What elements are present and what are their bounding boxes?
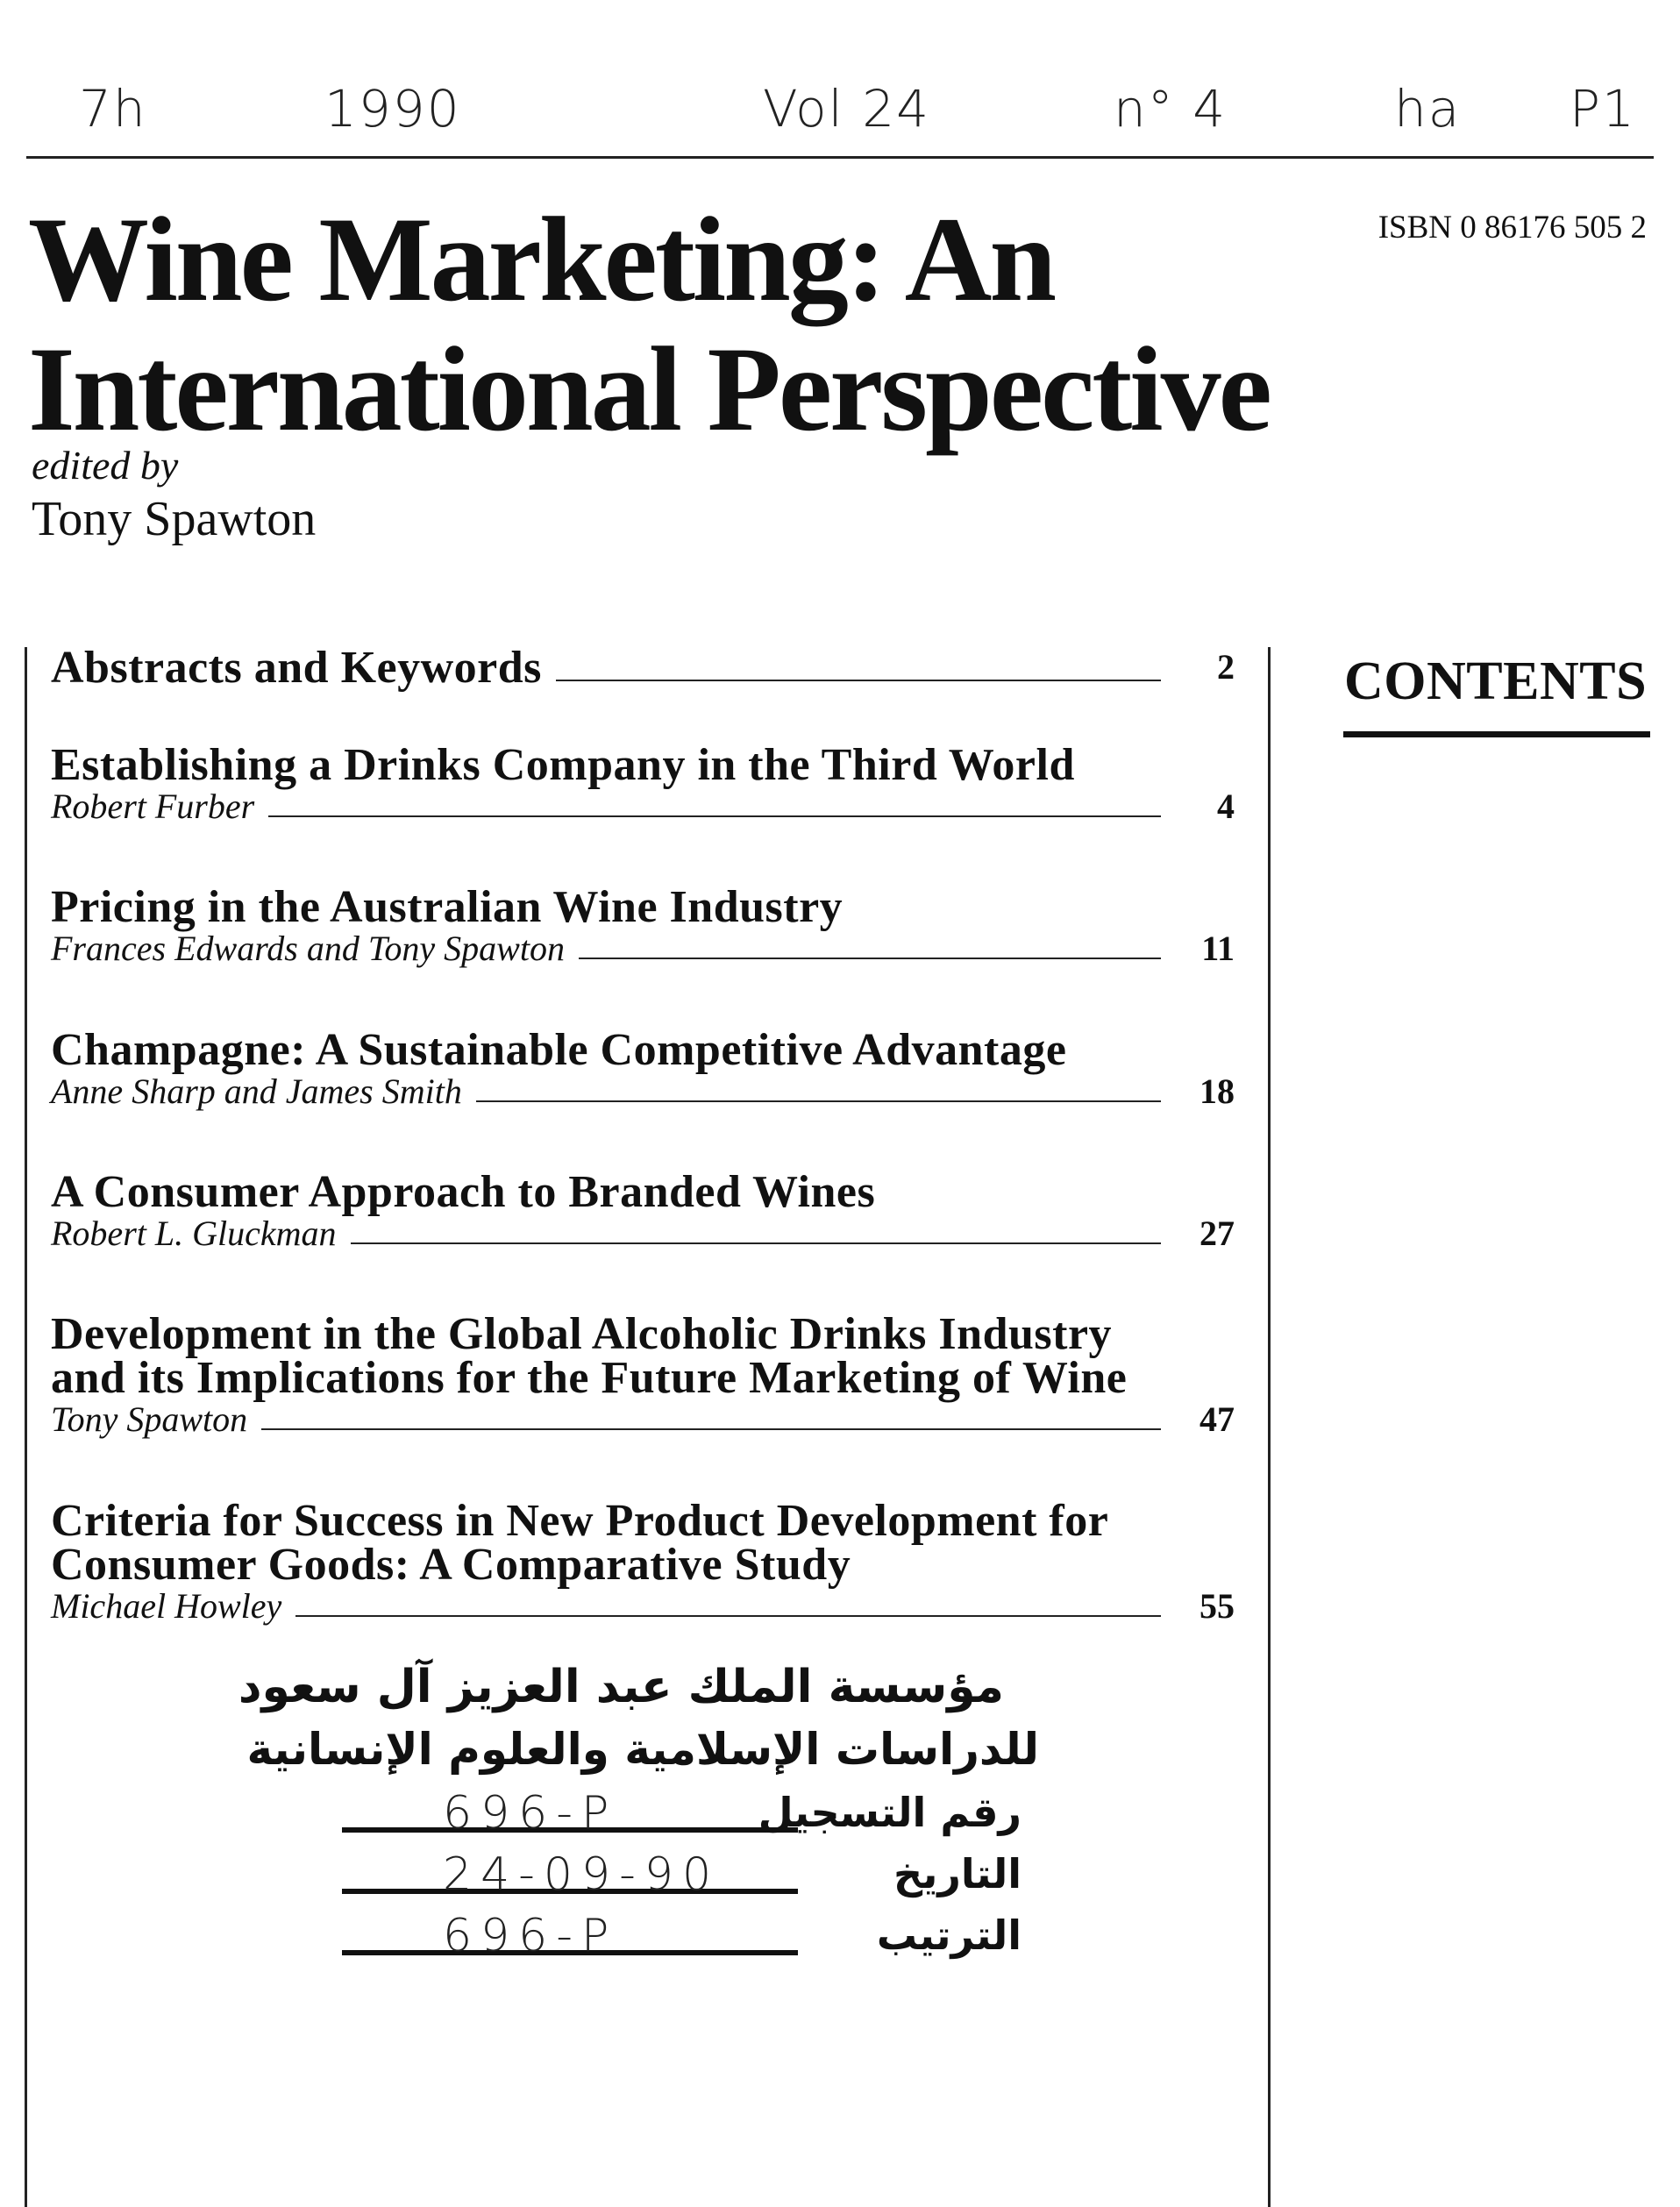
title-line-2: International Perspective [28,322,1270,456]
dot-leader [476,1100,1161,1102]
toc-entry-page: 4 [1217,787,1235,826]
dot-leader [261,1428,1161,1430]
library-stamp [238,1655,1039,1989]
header-rule [26,156,1654,159]
edited-by-label: edited by [32,443,179,488]
stamp-date-label: التاريخ [893,1850,1022,1897]
toc-entry-page: 18 [1199,1071,1235,1111]
toc-entry-author: Frances Edwards and Tony Spawton [51,929,565,968]
dot-leader [268,815,1161,817]
dot-leader [351,1242,1161,1244]
dot-leader [579,958,1161,959]
toc-entry-page: 2 [1217,647,1235,687]
dot-leader [556,680,1161,681]
toc-entry-title: Abstracts and Keywords [51,643,542,693]
toc-entry-page: 27 [1199,1214,1235,1253]
toc-entry-title-line-2: and its Implications for the Future Marketing of Wine [51,1353,1128,1403]
toc-entry[interactable] [51,882,1235,968]
handwritten-code: ha [1394,79,1462,139]
stamp-registration-label: رقم التسجيل [758,1789,1022,1836]
toc-entry-page: 55 [1199,1586,1235,1626]
stamp-row-order [338,1910,1039,1971]
stamp-institution-line-2: للدراسات الإسلامية والعلوم الإنسانية [246,1724,1039,1775]
handwritten-note: 7h [79,79,147,139]
toc-entry[interactable] [51,740,1235,826]
toc-entry-page: 47 [1199,1399,1235,1439]
toc-entry-title-line-1: Criteria for Success in New Product Development for [51,1496,1109,1546]
toc-entry-author: Robert Furber [51,787,255,826]
toc-entry-author: Tony Spawton [51,1399,248,1439]
handwritten-header [26,35,1648,167]
handwritten-page: P1 [1570,79,1636,139]
stamp-institution-line-1: مؤسسة الملك عبد العزيز آل سعود [238,1661,1004,1713]
dot-leader [295,1615,1161,1617]
toc-entry-title: Champagne: A Sustainable Competitive Advantage [51,1025,1067,1075]
toc-entry-page: 11 [1201,929,1235,968]
stamp-date-value: 24-09-90 [443,1848,721,1901]
toc-entry[interactable] [51,1025,1235,1111]
toc-entry-author: Robert L. Gluckman [51,1214,337,1253]
toc-entry-title: Pricing in the Australian Wine Industry [51,882,844,932]
handwritten-volume: Vol 24 [763,79,931,139]
contents-heading: CONTENTS [1344,651,1648,711]
toc-entry[interactable] [51,643,1235,693]
isbn: ISBN 0 86176 505 2 [1377,210,1647,246]
toc-entry-title-line-2: Consumer Goods: A Comparative Study [51,1540,851,1590]
toc-entry[interactable] [51,1167,1235,1253]
toc-entry[interactable] [51,1496,1235,1626]
contents-rule [1343,731,1650,737]
editor-name: Tony Spawton [32,492,317,546]
stamp-registration-value: 696-P [443,1787,618,1840]
toc-entry[interactable] [51,1309,1235,1439]
stamp-order-label: الترتيب [876,1912,1022,1959]
page-title [28,192,1431,456]
toc-entry-author: Anne Sharp and James Smith [51,1071,462,1111]
handwritten-number: n° 4 [1114,79,1228,139]
handwritten-year: 1990 [324,79,461,139]
stamp-order-value: 696-P [443,1910,618,1962]
toc-entry-title-line-1: Development in the Global Alcoholic Drinks Industry [51,1309,1113,1359]
title-line-1: Wine Marketing: An [28,192,1055,326]
toc-entry-title: Establishing a Drinks Company in the Third World [51,740,1075,790]
stamp-row-date [338,1848,1039,1910]
toc-entry-title: A Consumer Approach to Branded Wines [51,1167,876,1217]
stamp-row-registration [338,1787,1039,1848]
toc-entry-author: Michael Howley [51,1586,282,1626]
